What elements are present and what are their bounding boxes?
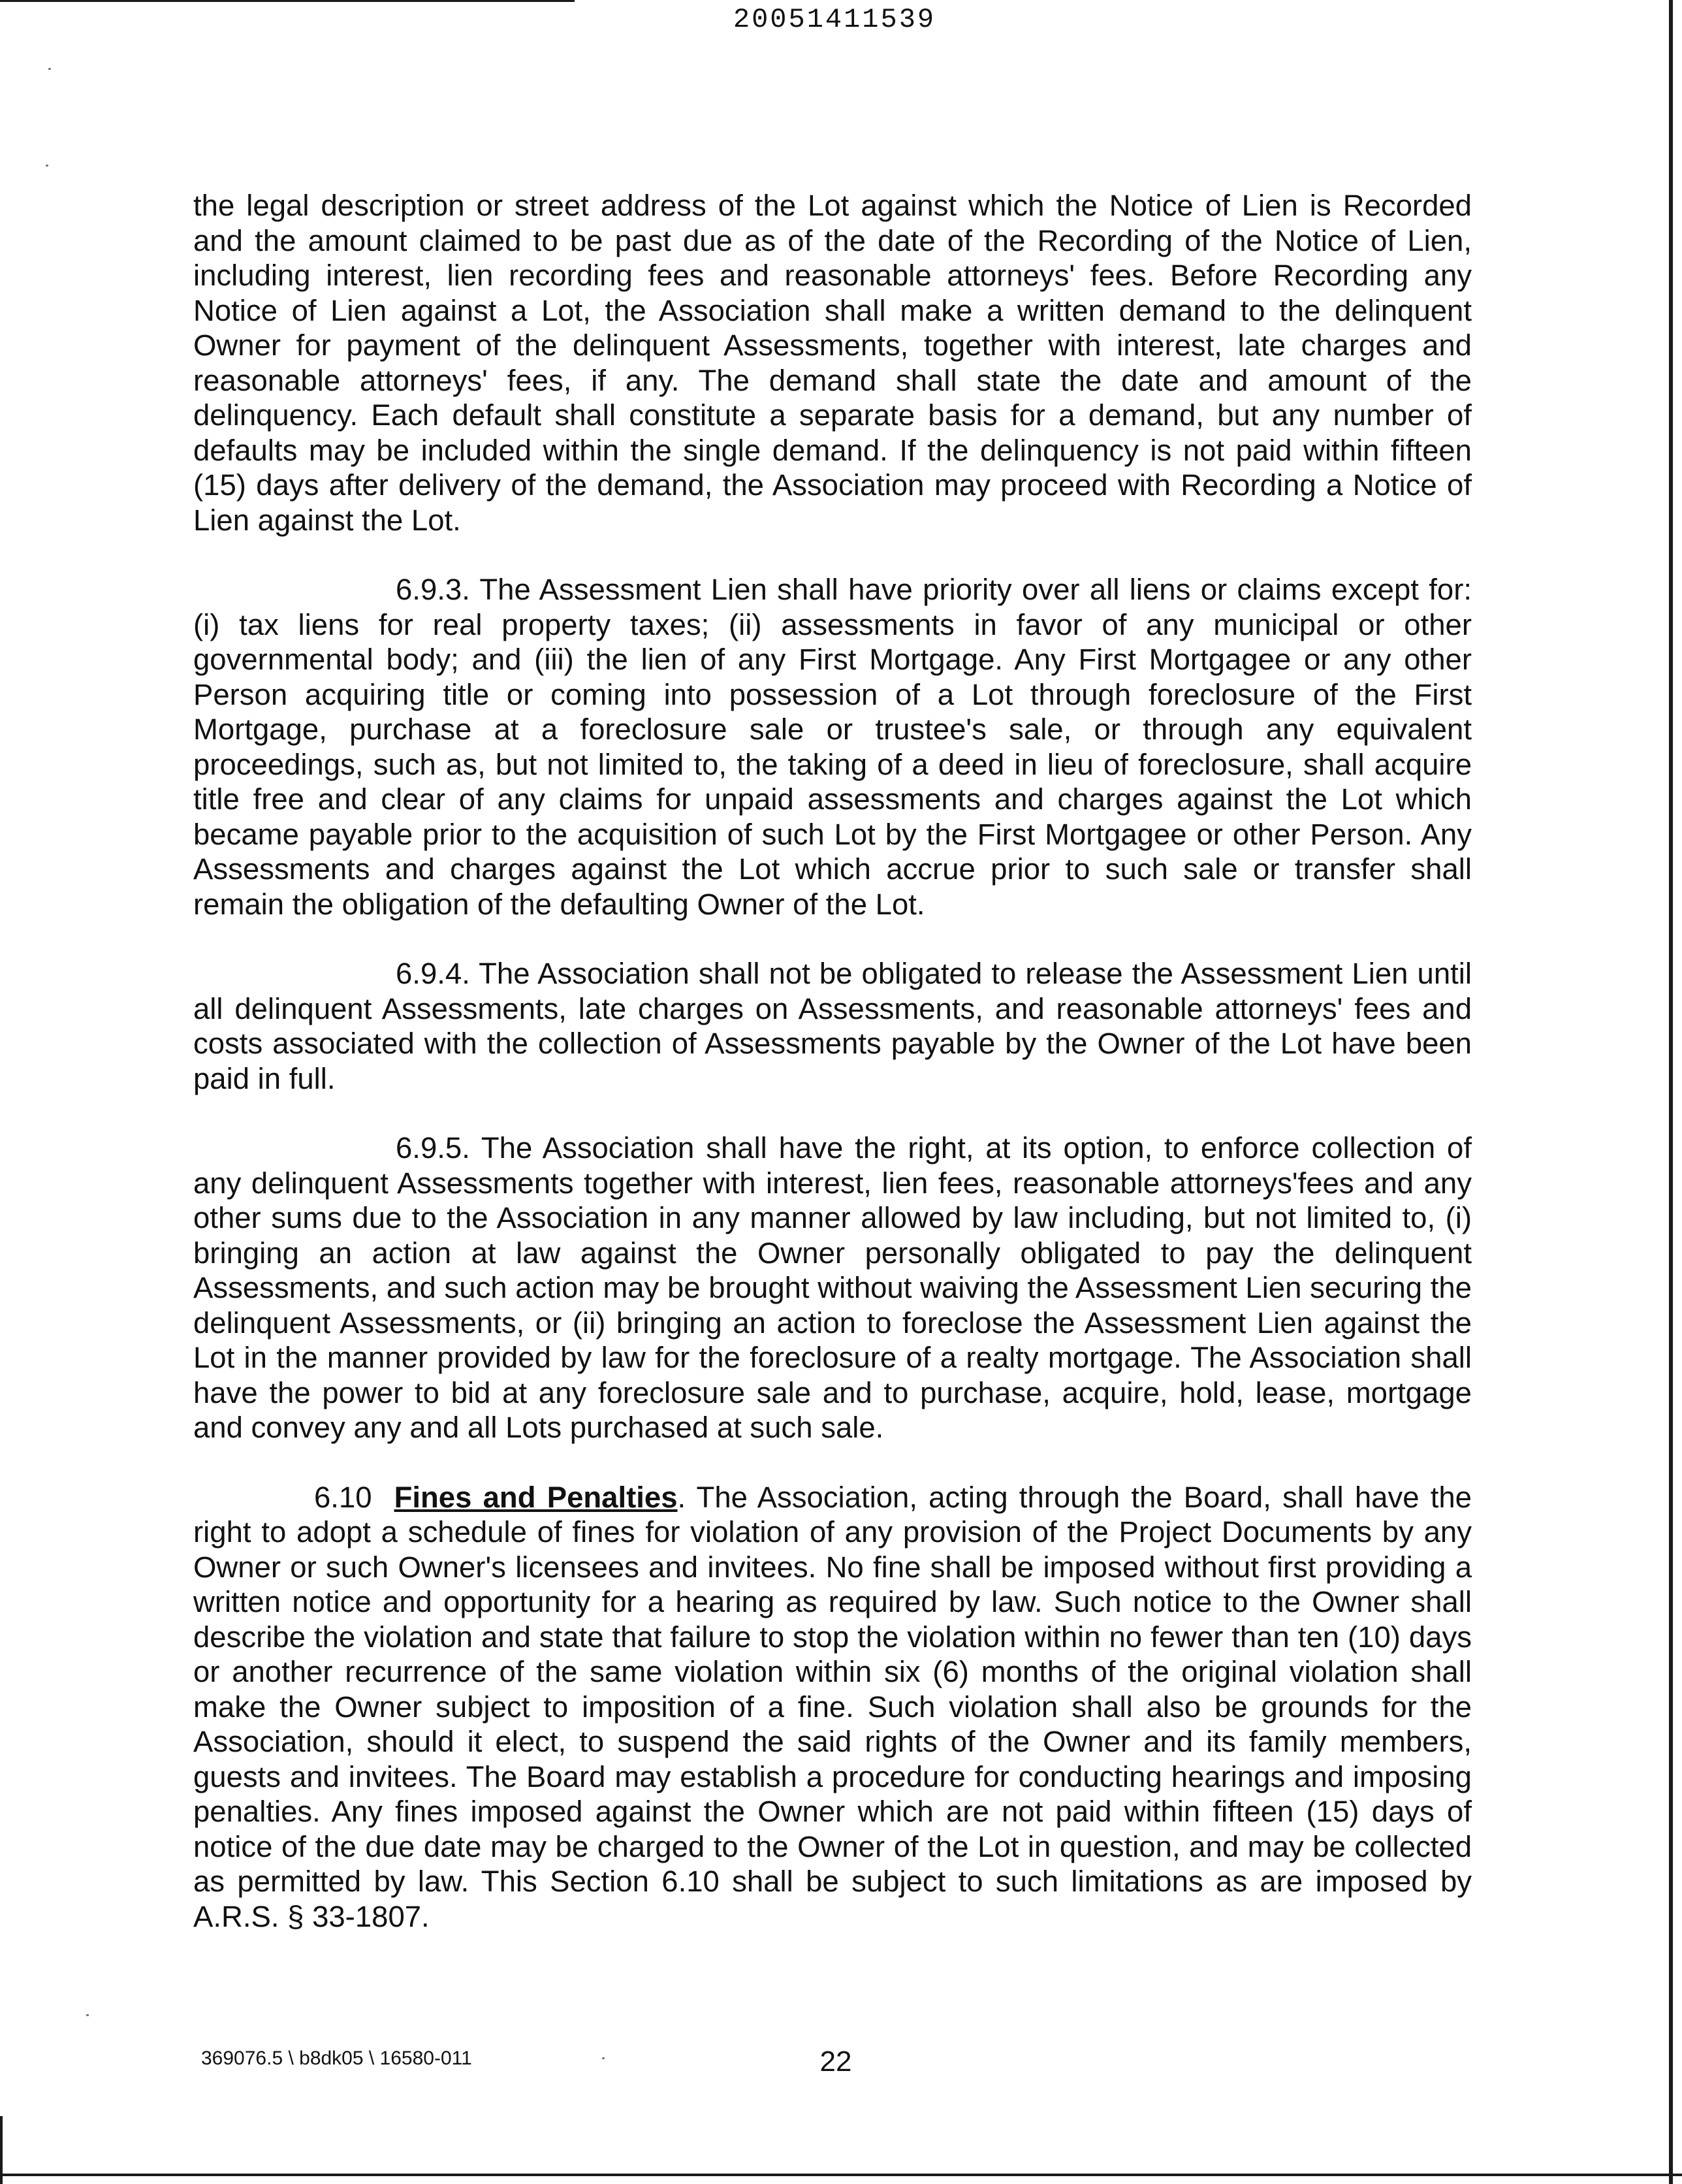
paragraph-6-9-5: 6.9.5. The Association shall have the right, at its option, to enforce collection of any delinquent Assessments together with interest, lien fees, reasonable attorneys'fees and any other sums due to the Association in any manner allowed by law including, but not limited to, (i) bringing an action at law against the Owner personally obligated to pay the delinquent Assessments, and such action may be brought without waiving the Assessment Lien securing the delinquent Assessments, or (ii) bringing an action to foreclose the Assessment Lien against the Lot in the manner provided by law for the foreclosure of a realty mortgage. The Association shall have the power to bid at any foreclosure sale and to purchase, acquire, hold, lease, mortgage and convey any and all Lots purchased at such sale. bbox=[193, 1131, 1472, 1444]
scan-left-border bbox=[0, 2116, 3, 2184]
section-text: . The Association, acting through the Board, shall have the right to adopt a schedule of fines for violation of any provision of the Project Documents by any Owner or such Owner's licensees and invitees. No fine shall be imposed without first providing a written notice and opportunity for a hearing as required by law. Such notice to the Owner shall describe the violation and state that failure to stop the violation within no fewer than ten (10) days or another recurrence of the same violation within six (6) months of the original violation shall make the Owner subject to imposition of a fine. Such violation shall also be grounds for the Association, should it elect, to suspend the said rights of the Owner and its family members, guests and invitees. The Board may establish a procedure for conducting hearings and imposing penalties. Any fines imposed against the Owner which are not paid within fifteen (15) days of notice of the due date may be charged to the Owner of the Lot in question, and may be collected as permitted by law. This Section 6.10 shall be subject to such limitations as are imposed by A.R.S. § 33-1807. bbox=[193, 1480, 1472, 1933]
scan-speck bbox=[602, 2057, 605, 2059]
scan-bottom-border bbox=[0, 2174, 1682, 2176]
section-6-10 bbox=[193, 1480, 1472, 1935]
page-number: 22 bbox=[819, 2046, 852, 2078]
paragraph-6-9-3: 6.9.3. The Assessment Lien shall have priority over all liens or claims except for: (i) tax liens for real property taxes; (ii) assessments in favor of any municipal or other governmental body; and (iii) the lien of any First Mortgage. Any First Mortgagee or any other Person acquiring title or coming into possession of a Lot through foreclosure of the First Mortgage, purchase at a foreclosure sale or trustee's sale, or through any equivalent proceedings, such as, but not limited to, the taking of a deed in lieu of foreclosure, shall acquire title free and clear of any claims for unpaid assessments and charges against the Lot which became payable prior to the acquisition of such Lot by the First Mortgagee or other Person. Any Assessments and charges against the Lot which accrue prior to such sale or transfer shall remain the obligation of the defaulting Owner of the Lot. bbox=[193, 573, 1472, 921]
document-body bbox=[193, 188, 1472, 1968]
scan-speck bbox=[46, 165, 48, 167]
scan-speck bbox=[48, 68, 51, 70]
section-number: 6.10 bbox=[314, 1480, 372, 1514]
footer-document-id: 369076.5 \ b8dk05 \ 16580-011 bbox=[201, 2048, 472, 2069]
scan-right-border bbox=[1669, 0, 1673, 2184]
paragraph-lien-notice: the legal description or street address of the Lot against which the Notice of Lien is Recorded and the amount claimed to be past due as of the date of the Recording of the Notice of Lien, including interest, lien recording fees and reasonable attorneys' fees. Before Recording any Notice of Lien against a Lot, the Association shall make a written demand to the delinquent Owner for payment of the delinquent Assessments, together with interest, late charges and reasonable attorneys' fees, if any. The demand shall state the date and amount of the delinquency. Each default shall constitute a separate basis for a demand, but any number of defaults may be included within the single demand. If the delinquency is not paid within fifteen (15) days after delivery of the demand, the Association may proceed with Recording a Notice of Lien against the Lot. bbox=[193, 189, 1472, 537]
scan-speck bbox=[86, 2014, 89, 2016]
document-number: 20051411539 bbox=[733, 4, 936, 35]
paragraph-6-9-4: 6.9.4. The Association shall not be obligated to release the Assessment Lien until all delinquent Assessments, late charges on Assessments, and reasonable attorneys' fees and costs associated with the collection of Assessments payable by the Owner of the Lot have been paid in full. bbox=[193, 957, 1472, 1095]
scan-top-border bbox=[0, 0, 575, 2]
section-heading: Fines and Penalties bbox=[394, 1480, 678, 1514]
